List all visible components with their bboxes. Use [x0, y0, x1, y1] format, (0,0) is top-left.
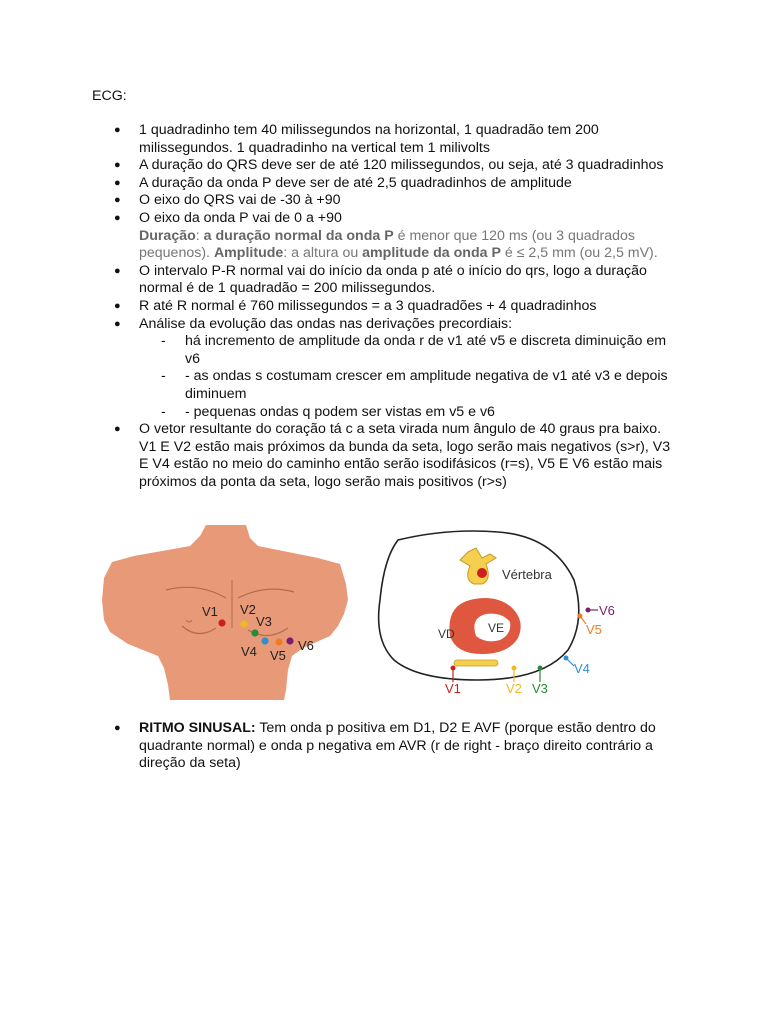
lead-dot-v4: [564, 656, 569, 661]
note-bold: amplitude da onda P: [362, 245, 501, 262]
chest-label-v3: V3: [256, 614, 272, 629]
lead-dot-v6: [586, 608, 591, 613]
lead-dot-v1: [451, 666, 456, 671]
electrode-v4: [261, 637, 268, 644]
note-text: é ≤ 2,5 mm (ou 2,5 mV).: [500, 245, 658, 262]
sub-list: [139, 333, 682, 421]
list-item: ● O eixo do QRS vai de -30 à +90: [92, 192, 682, 210]
chest-label-v2: V2: [240, 602, 256, 617]
chest-label-v5: V5: [270, 648, 286, 663]
electrode-v3: [251, 629, 258, 636]
sub-list-item: - há incremento de amplitude da onda r de v1 até v5 e discreta diminuição em v6: [139, 333, 682, 368]
list-item-text: Análise da evolução das ondas nas derivações precordiais:: [139, 315, 513, 332]
list-item: ● O vetor resultante do coração tá c a seta virada num ângulo de 40 graus pra baixo. V1 E V2 estão mais próximos da bunda da seta, logo serão mais negativos (s>r), V3 E V4 estão no meio do caminho então serão isodifásicos (r=s), V5 E V6 estão mais próximos da ponta da seta, logo serão mais positivos (r>s): [92, 421, 682, 491]
list-item: [92, 210, 682, 263]
list-item: [92, 720, 682, 773]
ritmo-text: Tem onda p positiva em D1, D2 E AVF (porque estão dentro do quadrante normal) e onda p negativa em AVR (r de right - braço direito contrário a direção da seta): [139, 720, 656, 772]
electrode-v5: [275, 638, 282, 645]
list-item: ● R até R normal é 760 milissegundos = a 3 quadradões + 4 quadradinhos: [92, 298, 682, 316]
note-bold: Amplitude: [213, 245, 284, 262]
note-bold: Duração: [139, 227, 196, 244]
lead-dot-v3: [538, 666, 543, 671]
chest-silhouette: [102, 525, 348, 700]
note-text: : a altura ou: [283, 245, 363, 262]
bullet-list: [92, 122, 682, 491]
spinal-canal-icon: [477, 568, 487, 578]
chest-label-v1: V1: [202, 604, 218, 619]
chest-label-v4: V4: [241, 644, 257, 659]
lead-label-v5: V5: [586, 622, 602, 637]
sternum-shape: [454, 660, 498, 666]
ritmo-heading: RITMO SINUSAL:: [139, 720, 256, 736]
lead-label-v1: V1: [445, 681, 461, 696]
electrode-v6: [286, 637, 293, 644]
sub-list-item: - - as ondas s costumam crescer em amplitude negativa de v1 até v3 e depois diminuem: [139, 368, 682, 403]
note-bold: a duração normal da onda P: [203, 227, 394, 244]
left-ventricle-label: VE: [488, 621, 505, 635]
right-ventricle-label: VD: [438, 627, 455, 641]
electrode-v2: [240, 620, 247, 627]
electrode-v1: [218, 619, 225, 626]
list-item: ● A duração da onda P deve ser de até 2,5 quadradinhos de amplitude: [92, 175, 682, 193]
list-item-text: O eixo da onda P vai de 0 a +90: [139, 209, 342, 226]
note-text: é menor que 120 ms (ou 3 quadrados pequenos).: [139, 227, 636, 262]
list-item: ● O intervalo P-R normal vai do início da onda p até o início do qrs, logo a duração normal é de 1 quadradão = 200 milissegundos.: [92, 263, 682, 298]
bullet-list-2: [92, 720, 682, 773]
lead-label-v6: V6: [599, 603, 615, 618]
chest-label-v6: V6: [298, 638, 314, 653]
lead-dot-v2: [512, 666, 517, 671]
note-text: :: [195, 227, 204, 244]
lead-label-v2: V2: [506, 681, 522, 696]
p-wave-note: [139, 228, 682, 263]
list-item: ● 1 quadradinho tem 40 milissegundos na horizontal, 1 quadradão tem 200 milissegundos. 1 quadradinho na vertical tem 1 milivolts: [92, 122, 682, 157]
list-item: [92, 316, 682, 422]
lead-label-v4: V4: [574, 661, 590, 676]
ecg-lead-placement-figure: [98, 520, 618, 710]
vertebra-label: Vértebra: [502, 567, 552, 582]
list-item: ● A duração do QRS deve ser de até 120 milissegundos, ou seja, até 3 quadradinhos: [92, 157, 682, 175]
lead-label-v3: V3: [532, 681, 548, 696]
sub-list-item: - - pequenas ondas q podem ser vistas em v5 e v6: [139, 404, 682, 422]
heading: ECG:: [92, 88, 127, 104]
lead-dot-v5: [578, 614, 583, 619]
